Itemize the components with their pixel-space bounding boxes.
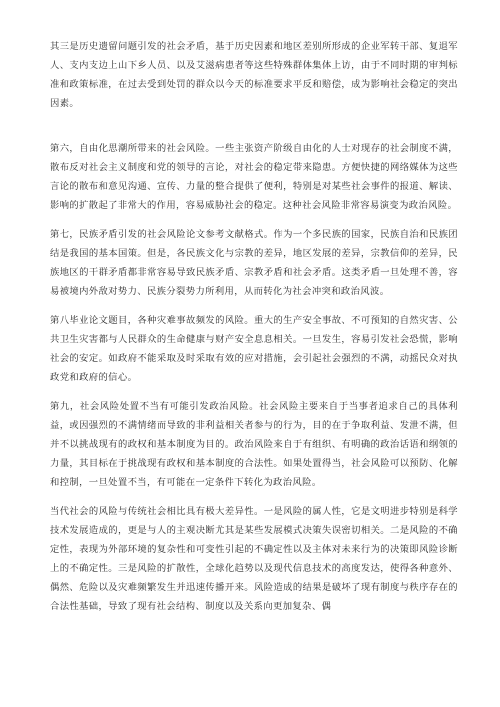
paragraph-4: 第八毕业论文题目，各种灾难事故频发的风险。重大的生产安全事故、不可预知的自然灾害、公共卫生灾害都与人民群众的生命健康与财产安全息息相关。一旦发生，容易引发社会恐慌，影响社会的安定。如政府不能采取及时采取有效的应对措施，会引起社会强烈的不满，动摇民众对执政党和政府的信心。 [50, 315, 458, 383]
paragraph-1: 其三是历史遗留问题引发的社会矛盾，基于历史因素和地区差别所形成的企业军转干部、复退军人、支内支边上山下乡人员、以及艾滋病患者等这些特殊群体集体上访，由于不同时期的审判标准和政策标准，在过去受到处罚的群众以今天的标准要求平反和赔偿，成为影响社会稳定的突出因素。 [50, 41, 458, 109]
paragraph-6: 当代社会的风险与传统社会相比具有极大差异性。一是风险的属人性，它是文明进步特别是科学技术发展造成的，更是与人的主观决断尤其是某些发展模式决策失误密切相关。二是风险的不确定性，表现为外部环境的复杂性和可变性引起的不确定性以及主体对未来行为的决策即风险诊断上的不确定性。三是风险的扩散性，全球化趋势以及现代信息技术的高度发达，使得各种意外、偶然、危险以及灾难频繁发生并迅速传播开来。风险造成的结果是破坏了现有制度与秩序存在的合法性基础，导致了现有社会结构、制度以及关系向更加复杂、偶 [50, 506, 458, 612]
paragraph-5: 第九，社会风险处置不当有可能引发政治风险。社会风险主要来自于当事者追求自己的具体利益，或因强烈的不满情绪而导致的非利益相关者参与的行为，目的在于争取利益、发泄不满，但并不以挑战现有的政权和基本制度为目的。政治风险来自于有组织、有明确的政治话语和纲领的力量，其目标在于挑战现有政权和基本制度的合法性。如果处置得当，社会风险可以预防、化解和控制，一旦处置不当，有可能在一定条件下转化为政治风险。 [50, 401, 458, 488]
paragraph-3: 第七，民族矛盾引发的社会风险论文参考文献格式。作为一个多民族的国家，民族自治和民族团结是我国的基本国策。但是，各民族文化与宗教的差异，地区发展的差异，宗教信仰的差异，民族地区的干群矛盾都非常容易导致民族矛盾、宗教矛盾和社会矛盾。这类矛盾一旦处理不善，容易被境内外敌对势力、民族分裂势力所利用，从而转化为社会冲突和政治风波。 [50, 229, 458, 297]
paragraph-2: 第六，自由化思潮所带来的社会风险。一些主张资产阶级自由化的人士对现存的社会制度不满，散布反对社会主义制度和党的领导的言论，对社会的稳定带来隐患。方便快捷的网络媒体为这些言论的散布和意见沟通、宣传、力量的整合提供了便利，特别是对某些社会事件的报道、解读、影响的扩散起了非常大的作用，容易威胁社会的稳定。这种社会风险非常容易演变为政治风险。 [50, 143, 458, 211]
